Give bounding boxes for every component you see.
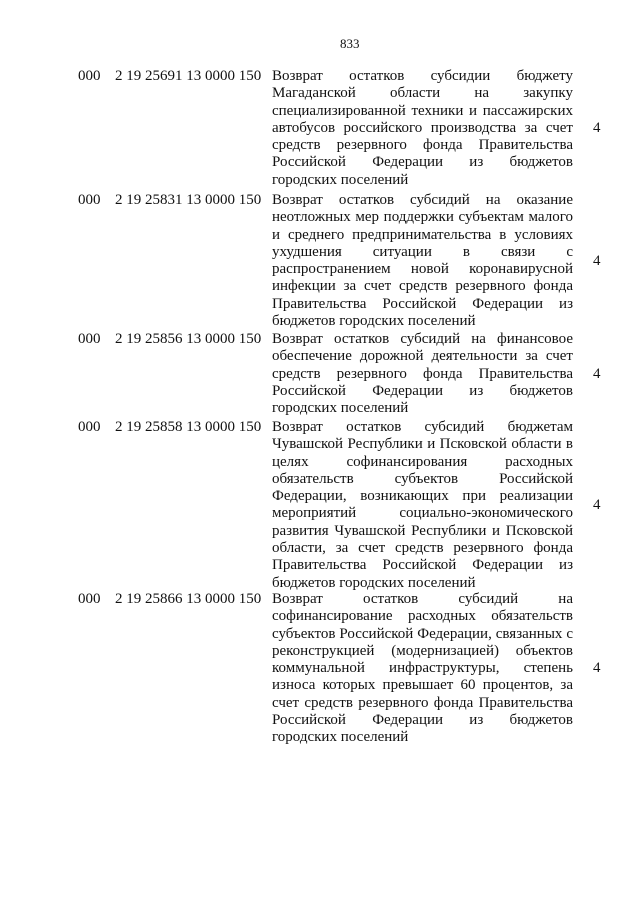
description-line: Возврат остатков субсидий на	[272, 591, 573, 607]
description-line: неотложных мер поддержки субъектам малого	[272, 209, 573, 226]
amount-value: 4	[593, 119, 601, 136]
amount-value: 4	[593, 496, 601, 513]
description-line: Российской Федерации из бюджетов	[272, 154, 573, 171]
row-description	[272, 419, 573, 592]
budget-classification-code: 2 19 25858 13 0000 150	[115, 419, 262, 435]
admin-code: 000	[78, 68, 101, 84]
description-line: мероприятий социально-экономического	[272, 505, 573, 522]
description-line: Возврат остатков субсидий на финансовое	[272, 331, 573, 347]
description-line: Российской Федерации из бюджетов	[272, 712, 573, 729]
description-line: износа которых превышает 60 процентов, за	[272, 677, 573, 694]
table-row	[78, 591, 618, 747]
table-row	[78, 192, 618, 330]
description-line: и среднего предпринимательства в условиях	[272, 226, 573, 243]
budget-classification-code: 2 19 25866 13 0000 150	[115, 591, 262, 607]
description-line: Чувашской Республики и Псковской области в	[272, 436, 573, 453]
row-description	[272, 331, 573, 417]
description-line: специализированной техники и пассажирских	[272, 102, 573, 119]
row-description	[272, 68, 573, 189]
amount-cell	[593, 419, 613, 592]
description-line: средств резервного фонда Правительства	[272, 137, 573, 154]
budget-classification-code: 2 19 25691 13 0000 150	[115, 68, 262, 84]
admin-code: 000	[78, 331, 101, 347]
description-line: Магаданской области на закупку	[272, 85, 573, 102]
description-line: Российской Федерации из бюджетов	[272, 382, 573, 399]
budget-classification-code: 2 19 25831 13 0000 150	[115, 192, 262, 208]
description-line: бюджетов городских поселений	[272, 574, 476, 591]
description-line: инфекции за счет средств резервного фонда	[272, 278, 573, 295]
table-row	[78, 68, 618, 189]
description-line: ухудшения ситуации в связи с	[272, 243, 573, 260]
description-line: Возврат остатков субсидий на оказание	[272, 192, 573, 208]
description-line: субъектов Российской Федерации, связанных с	[272, 625, 573, 642]
amount-cell	[593, 68, 613, 189]
description-line: Правительства Российской Федерации из	[272, 557, 573, 574]
admin-code: 000	[78, 591, 101, 607]
description-line: обеспечение дорожной деятельности за счет	[272, 348, 573, 365]
admin-code: 000	[78, 419, 101, 435]
description-line: средств резервного фонда Правительства	[272, 365, 573, 382]
description-line: городских поселений	[272, 729, 409, 746]
description-line: реконструкцией (модернизацией) объектов	[272, 642, 573, 659]
description-line: области, за счет средств резервного фонда	[272, 540, 573, 557]
amount-cell	[593, 591, 613, 747]
table-row	[78, 331, 618, 417]
description-line: обязательств субъектов Российской	[272, 470, 573, 487]
description-line: Правительства Российской Федерации из	[272, 295, 573, 312]
row-description	[272, 591, 573, 747]
description-line: коммунальной инфраструктуры, степень	[272, 660, 573, 677]
budget-classification-code: 2 19 25856 13 0000 150	[115, 331, 262, 347]
description-line: городских поселений	[272, 400, 409, 417]
description-line: автобусов российского производства за счет	[272, 119, 573, 136]
amount-value: 4	[593, 660, 601, 677]
table-row	[78, 419, 618, 592]
description-line: счет средств резервного фонда Правительства	[272, 694, 573, 711]
description-line: софинансирование расходных обязательств	[272, 608, 573, 625]
amount-value: 4	[593, 365, 601, 382]
description-line: целях софинансирования расходных	[272, 453, 573, 470]
description-line: городских поселений	[272, 171, 409, 188]
page-number: 833	[340, 36, 360, 51]
description-line: Возврат остатков субсидии бюджету	[272, 68, 573, 84]
row-description	[272, 192, 573, 330]
description-line: бюджетов городских поселений	[272, 313, 476, 330]
amount-cell	[593, 192, 613, 330]
admin-code: 000	[78, 192, 101, 208]
amount-value: 4	[593, 252, 601, 269]
description-line: Возврат остатков субсидий бюджетам	[272, 419, 573, 435]
description-line: распространением новой коронавирусной	[272, 261, 573, 278]
description-line: развития Чувашской Республики и Псковской	[272, 522, 573, 539]
amount-cell	[593, 331, 613, 417]
description-line: Федерации, возникающих при реализации	[272, 488, 573, 505]
